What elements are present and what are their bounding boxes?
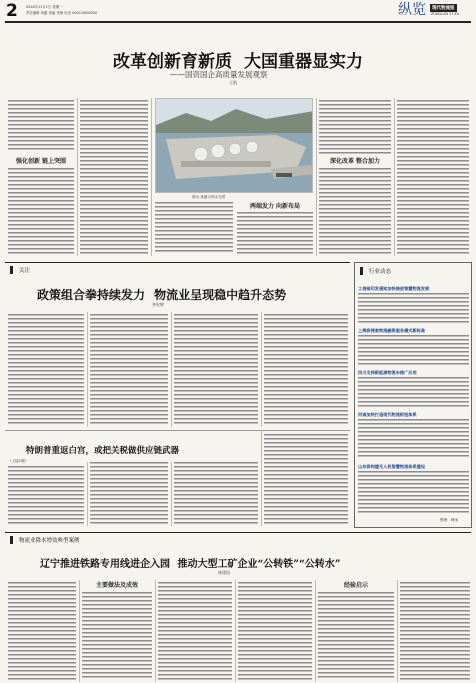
lead-subhead-a: 强化创新 链上突围 [15,158,67,165]
industry-label: 行业动态 [360,267,391,275]
lead-byline: 王凯 [229,80,237,85]
focus-text-col4 [264,314,348,424]
trade-text-col2 [90,462,168,526]
industry-item-3: 四川支持新能源物流车推广应用 [358,370,417,375]
industry-item-4: 河南加快打造现代物流枢纽体系 [358,412,417,417]
masthead-rule [5,21,471,23]
lead-subtitle: ——国资国企高质量发展观察 [170,70,268,79]
lead-subhead-b: 两端发力 向新布局 [249,203,301,210]
header-date: 2024年11月1日 星期一 [26,5,63,9]
lead-photo-caption: 图为 某港口码头全景 [192,195,226,199]
focus-text-col3 [174,314,258,424]
lead-photo [155,98,313,193]
industry-item-5: 山东将构建无人机智慧物流体系建设 [358,464,426,469]
trade-source: （上接1版） [8,459,29,463]
focus-title: 政策组合拳持续发力 物流业呈现稳中趋升态势 [37,288,287,302]
section-tag: 现代物流报 [432,6,455,11]
case-title: 辽宁推进铁路专用线进企入园 推动大型工矿企业“公转铁”“公转水” [40,559,341,570]
lead-text-col5 [319,100,391,154]
focus-byline: 齐宏婷 [152,302,164,307]
industry-item-1: 工信部印发通知加快推进智慧物流发展 [358,286,430,291]
section-name: 纵览 [398,2,426,18]
trade-text-col1 [8,466,84,526]
case-label: 物流业降本增效典型案例 [10,536,80,544]
focus-label: 关注 [10,266,30,274]
lead-text-col6 [397,100,469,254]
lead-text-col3 [155,202,233,254]
focus-text-col1 [8,314,84,424]
case-text-col5 [318,592,394,680]
focus-text-col2 [90,314,168,424]
case-text-col6 [400,582,470,680]
section-sub: ZONGLAN 17-XX [431,12,460,16]
lead-text-col1b [8,168,74,254]
trade-text-col4 [264,434,348,526]
industry-item-2: 上海将探索物流融资服务模式新标准 [358,328,426,333]
case-text-col2 [82,592,152,680]
lead-text-col4 [237,212,313,254]
lead-text-col1a [8,100,74,152]
industry-editor: 整理：韩雨 [440,518,458,522]
lead-subhead-c: 深化改革 整合加力 [329,158,381,165]
trade-text-col3 [174,462,258,526]
lead-text-col5b [319,168,391,254]
port-photo-illustration [156,99,313,193]
header-editor: 责任编辑 刘蕴 美编 李静 电话 0000-0000000 [26,11,98,15]
lead-text-col2 [80,100,148,254]
case-text-col4 [238,582,312,680]
case-byline: 崔建国 [218,570,230,575]
case-text-col1 [8,582,76,680]
case-subhead-left: 主要做法及成效 [95,582,138,589]
case-text-col3 [158,582,232,680]
lead-title: 改革创新育新质 大国重器显实力 [113,52,363,72]
trade-title: 特朗普重返白宫，或把关税做供应链武器 [26,446,180,456]
case-subhead-right: 经验启示 [343,582,368,589]
page-number: 2 [6,1,18,21]
